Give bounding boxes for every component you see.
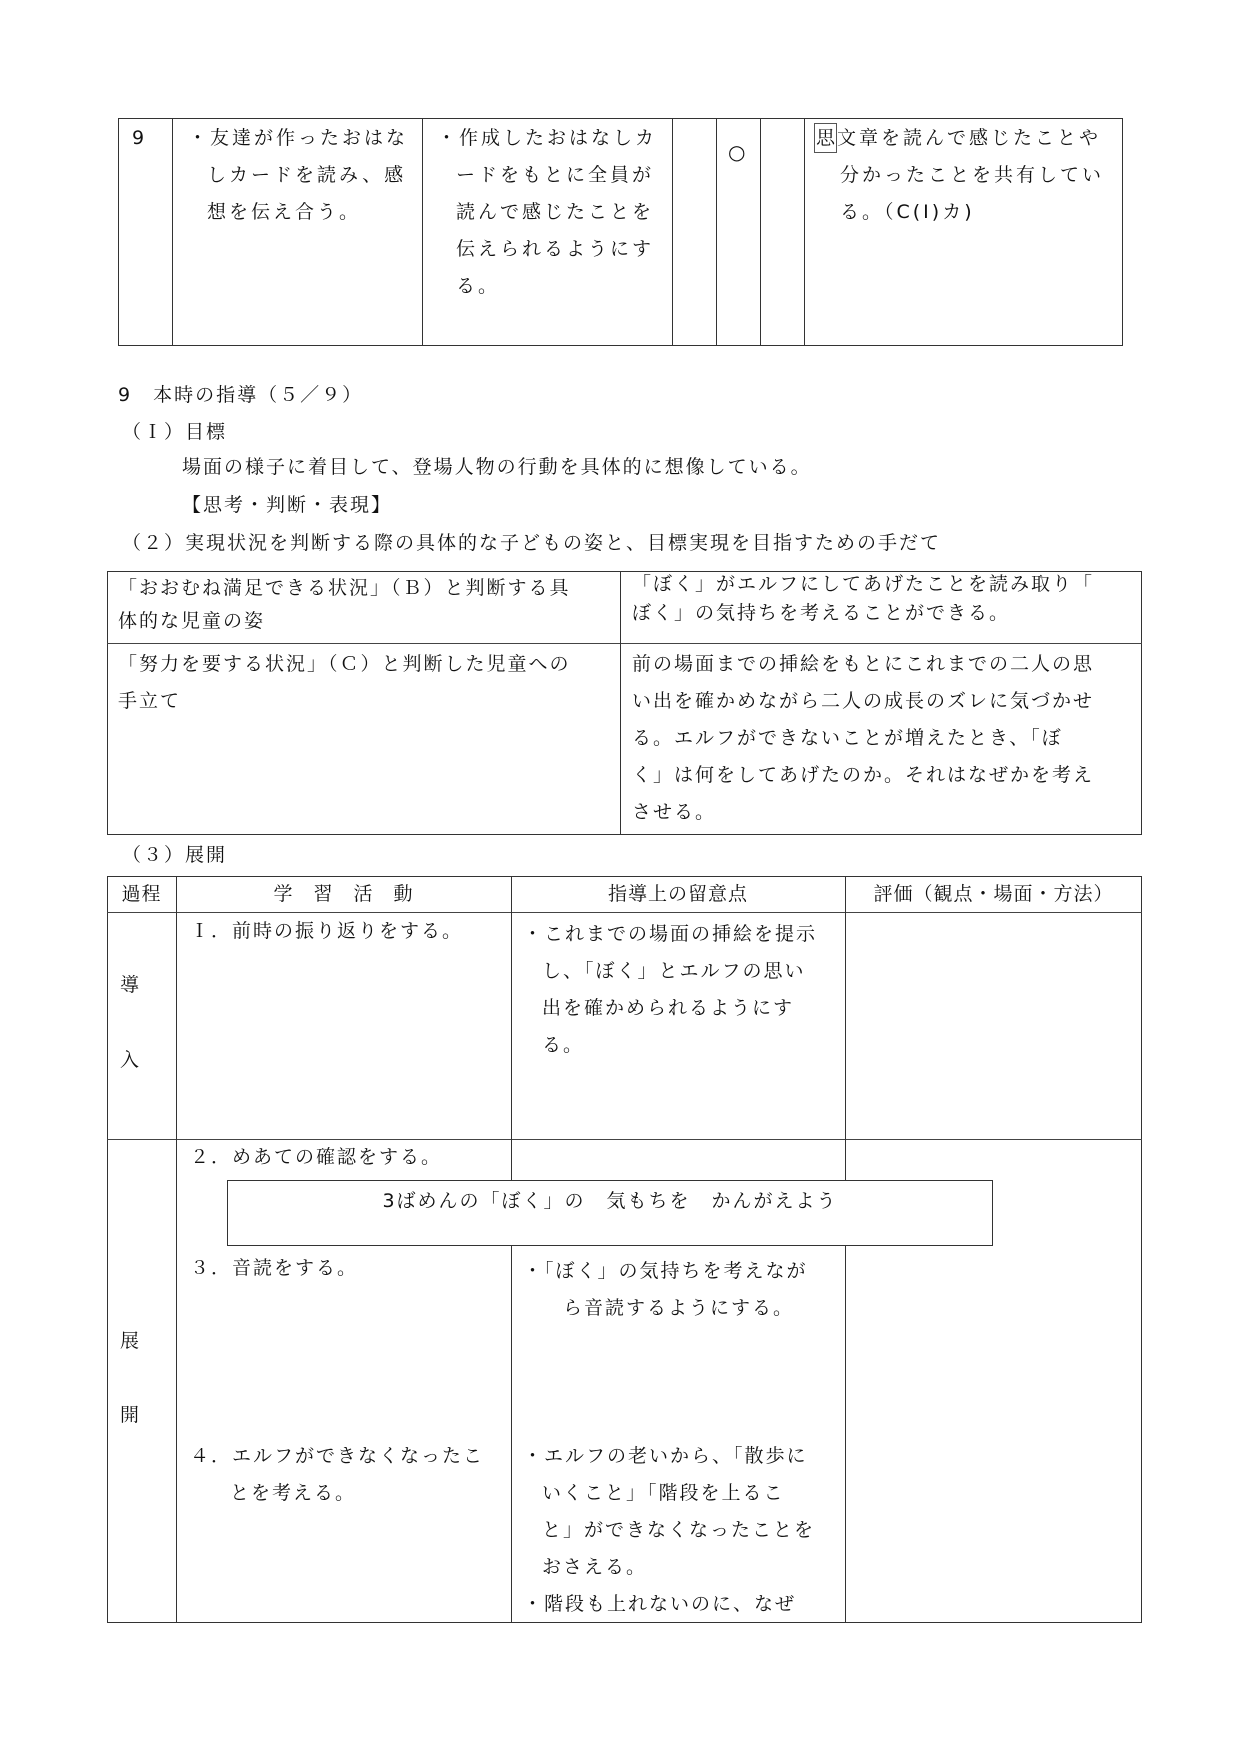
guidance-cell: [437, 120, 657, 305]
criteria-heading: （２）実現状況を判断する際の具体的な子どもの姿と、目標実現を目指すための手だて: [122, 532, 942, 554]
section-title: 9 本時の指導（５／９）: [118, 384, 364, 406]
label-line: 「おおむね満足できる状況」（Ｂ）と判断する具: [118, 577, 571, 599]
value-line: 前の場面までの挿絵をもとにこれまでの二人の思: [632, 653, 1095, 675]
guidance-4: [523, 1438, 815, 1623]
row-c-value: [632, 646, 1094, 831]
guidance-line: ・作成したおはなしカ: [437, 127, 658, 149]
guidance-line: と」ができなくなったことを: [542, 1519, 816, 1541]
activity-line: 想を伝え合う。: [207, 201, 362, 223]
row-c-label: [118, 646, 571, 720]
guidance-line: ・「ぼく」の気持ちを考えなが: [523, 1260, 808, 1282]
value-line: ぼく」の気持ちを考えることができる。: [632, 602, 1011, 624]
guidance-line: 読んで感じたことを: [456, 201, 655, 223]
activity-2: ２．めあての確認をする。: [190, 1146, 443, 1168]
activity-line: ４．エルフができなくなったこ: [190, 1445, 485, 1467]
stage-intro-2: 入: [120, 1049, 142, 1071]
label-line: 「努力を要する状況」（Ｃ）と判断した児童への: [118, 653, 571, 675]
guidance-line: おさえる。: [542, 1556, 648, 1578]
stage-dev-1: 展: [120, 1330, 142, 1352]
header-evaluation: 評価（観点・場面・方法）: [873, 883, 1114, 905]
thinking-badge: 思: [814, 123, 837, 153]
value-line: る。エルフができないことが増えたとき、「ぼ: [632, 727, 1063, 749]
value-line: く」は何をしてあげたのか。それはなぜかを考え: [632, 764, 1095, 786]
label-line: 手立て: [118, 690, 182, 712]
guidance-line: いくこと」「階段を上るこ: [542, 1482, 785, 1504]
guidance-line: る。: [456, 275, 501, 297]
guidance-line: 出を確かめられるようにす: [542, 997, 795, 1019]
activity-line: しカードを読み、感: [207, 164, 407, 186]
activity-4: [190, 1438, 484, 1512]
check-mark: ○: [728, 140, 749, 164]
guidance-line: ・階段も上れないのに、なぜ: [523, 1593, 797, 1615]
activity-cell: [188, 120, 408, 231]
meate-text: 3ばめんの「ぼく」の 気もちを かんがえよう: [382, 1190, 838, 1212]
development-heading: （３）展開: [122, 844, 228, 866]
guidance-line: る。: [542, 1034, 585, 1056]
evaluation-line: 分かったことを共有してい: [840, 164, 1105, 186]
activity-3: ３．音読をする。: [190, 1257, 359, 1279]
evaluation-line: 文章を読んで感じたことや: [837, 127, 1102, 149]
guidance-line: し、「ぼく」とエルフの思い: [542, 960, 806, 982]
value-line: 「ぼく」がエルフにしてあげたことを読み取り「: [632, 573, 1095, 595]
value-line: させる。: [632, 801, 717, 823]
label-line: 体的な児童の姿: [118, 610, 266, 632]
goal-tag: 【思考・判断・表現】: [182, 494, 393, 516]
evaluation-cell: [814, 120, 1104, 231]
goal-text: 場面の様子に着目して、登場人物の行動を具体的に想像している。: [182, 456, 812, 478]
guidance-1: [523, 916, 817, 1064]
header-activity: 学 習 活 動: [273, 883, 414, 905]
guidance-line: ードをもとに全員が: [456, 164, 655, 186]
activity-line: とを考える。: [230, 1482, 357, 1504]
stage-dev-2: 開: [120, 1404, 142, 1426]
guidance-3: [523, 1253, 808, 1327]
value-line: い出を確かめながら二人の成長のズレに気づかせ: [632, 690, 1095, 712]
row-number: 9: [132, 127, 148, 149]
header-guidance: 指導上の留意点: [607, 883, 748, 905]
row-b-label: [118, 572, 571, 638]
evaluation-line: る。（C(I)カ): [840, 201, 975, 223]
header-process: 過程: [121, 883, 162, 905]
guidance-line: ・エルフの老いから、「散歩に: [523, 1445, 808, 1467]
guidance-line: ・これまでの場面の挿絵を提示: [523, 923, 818, 945]
row-b-value: [632, 570, 1094, 628]
activity-line: ・友達が作ったおはな: [188, 127, 409, 149]
goal-heading: （Ｉ）目標: [122, 421, 228, 443]
guidance-line: 伝えられるようにす: [456, 238, 655, 260]
stage-intro-1: 導: [120, 974, 142, 996]
guidance-line: ら音読するようにする。: [563, 1297, 795, 1319]
activity-1: Ｉ．前時の振り返りをする。: [190, 920, 464, 942]
